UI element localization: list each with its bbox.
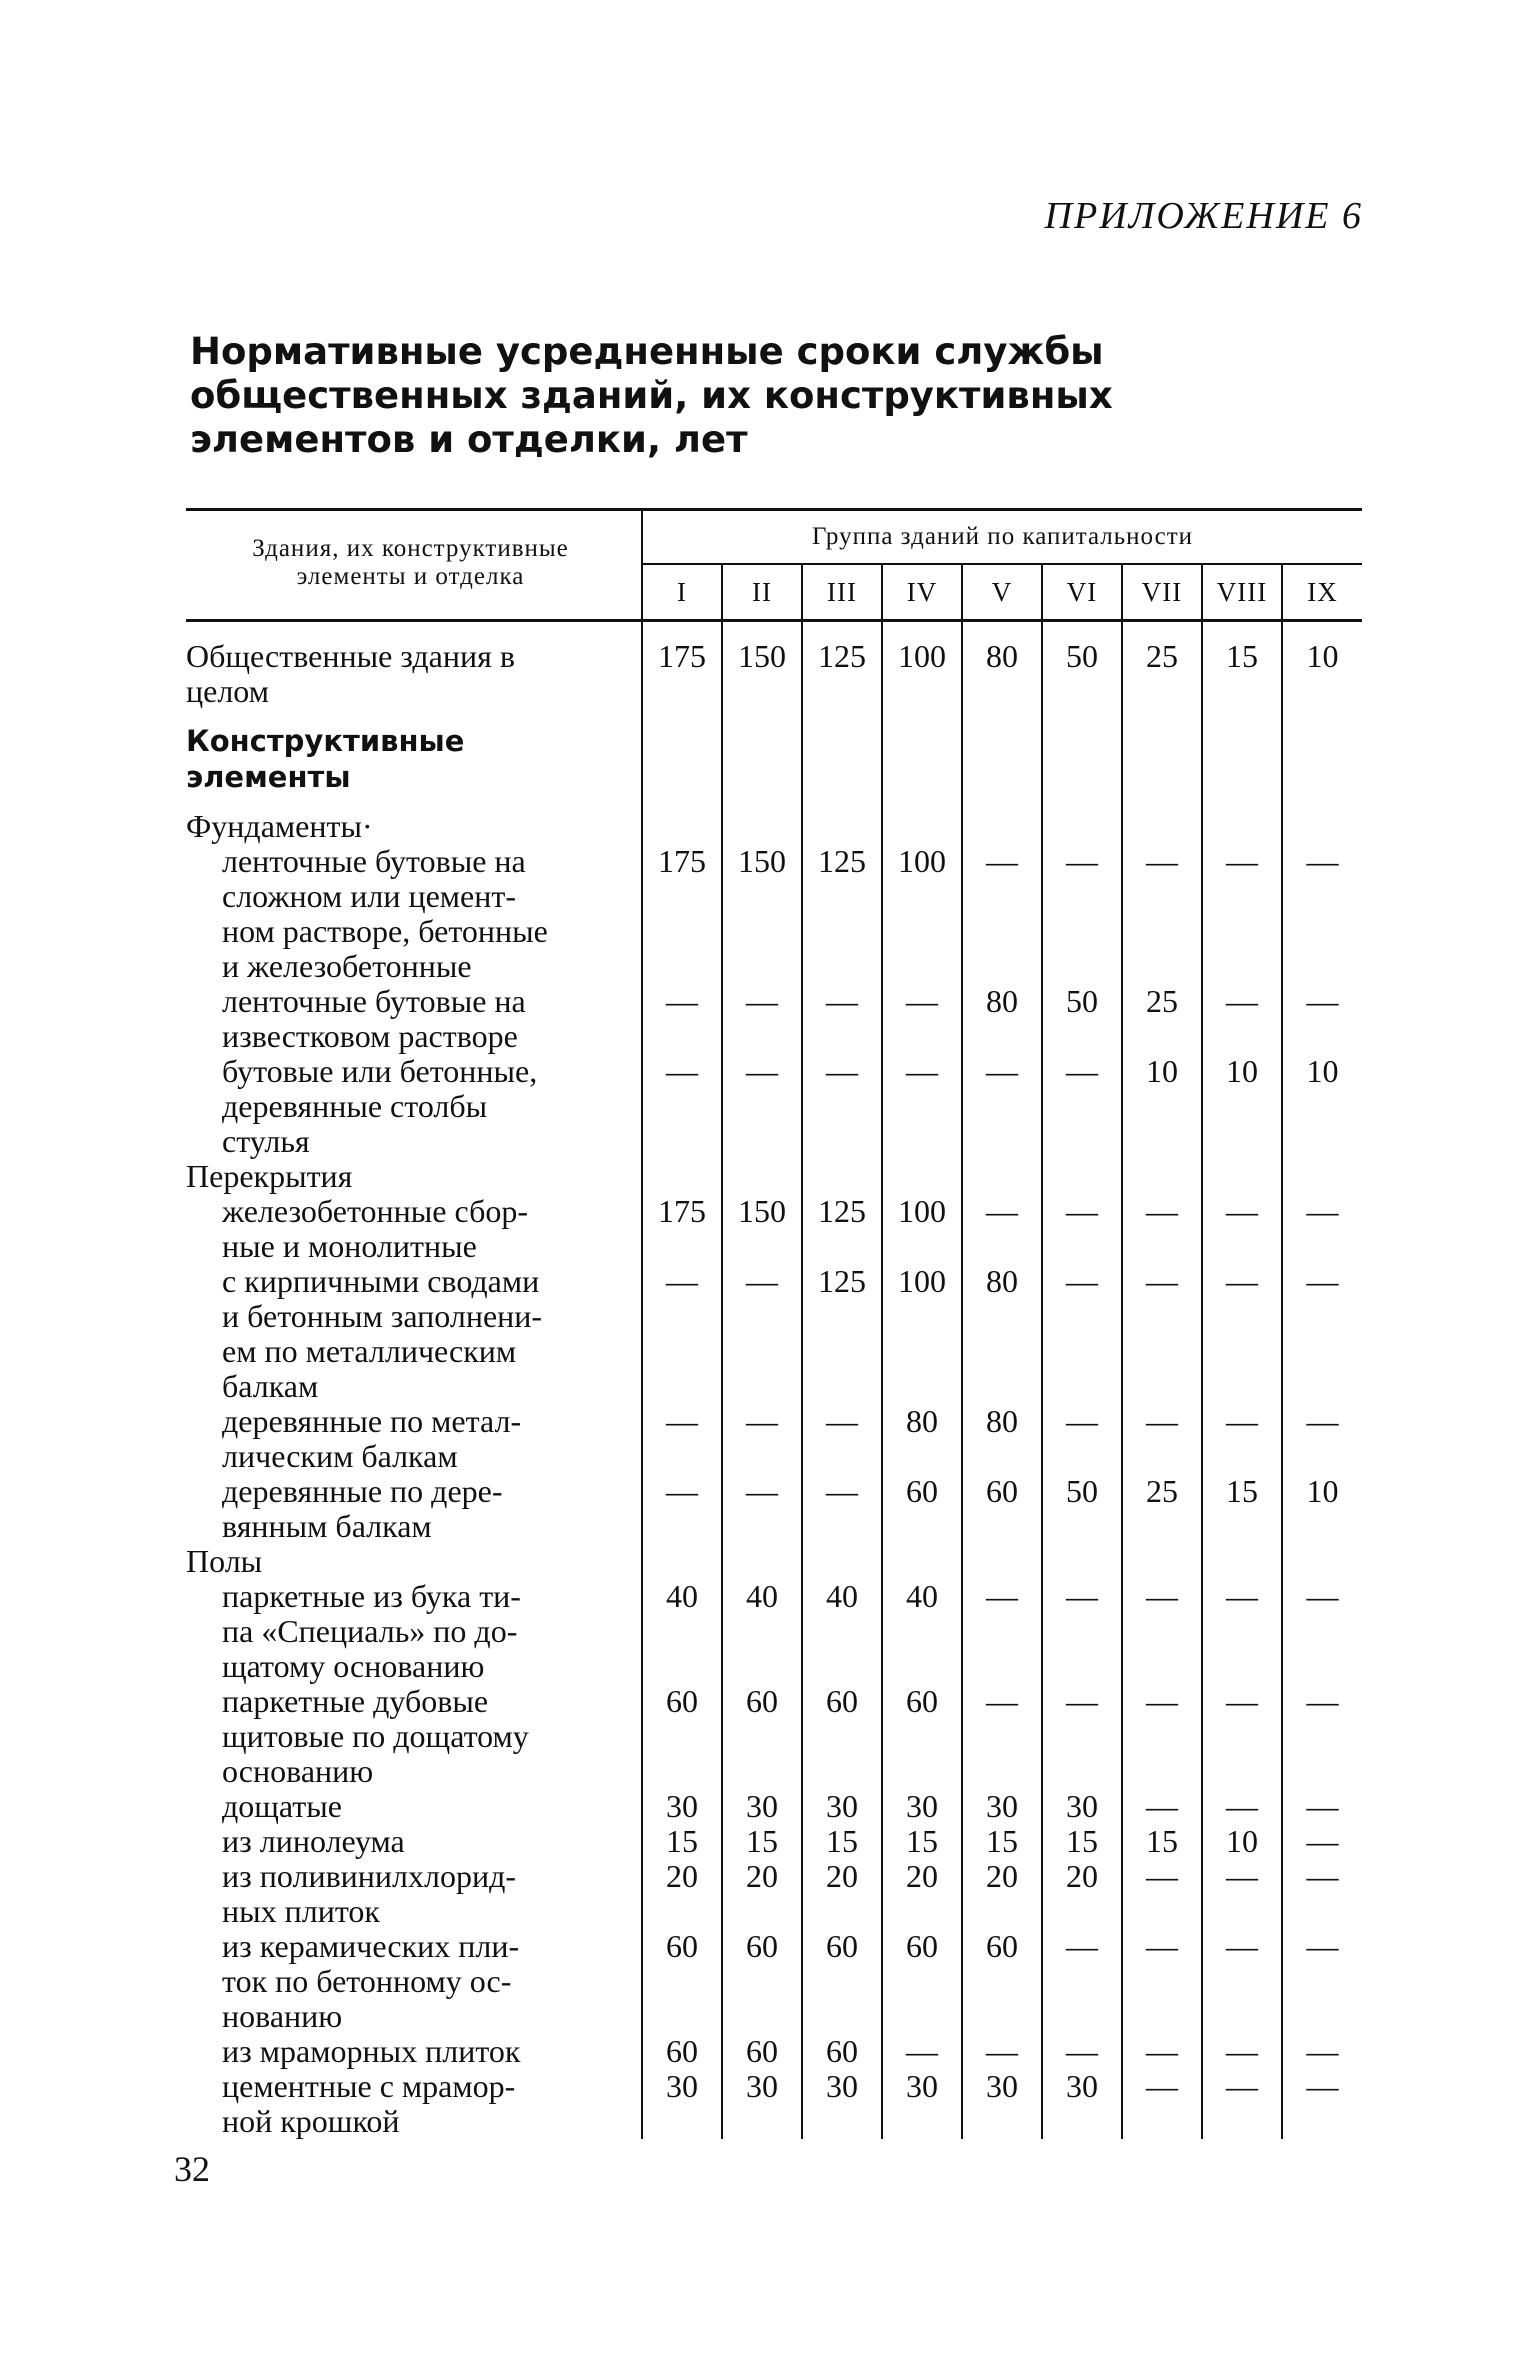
value-cell: — xyxy=(1282,1824,1362,1859)
row-label-line: па «Специаль» по до- xyxy=(222,1612,518,1649)
value-cell: — xyxy=(1122,1789,1202,1824)
table-row xyxy=(186,1404,1362,1474)
value-cell xyxy=(1282,1159,1362,1194)
spacer-cell xyxy=(1042,621,1122,639)
row-label xyxy=(186,1264,642,1404)
value-cell: 15 xyxy=(1042,1824,1122,1859)
value-cell: 30 xyxy=(722,2069,802,2139)
value-cell xyxy=(802,795,882,844)
group-header-cell: VII xyxy=(1122,564,1202,621)
value-cell: — xyxy=(802,1404,882,1474)
value-cell xyxy=(642,1544,722,1579)
group-header-cell: V xyxy=(962,564,1042,621)
table-row xyxy=(186,1789,1362,1824)
row-label-line: целом xyxy=(186,672,269,709)
value-cell: 20 xyxy=(962,1859,1042,1929)
row-label-line: ток по бетонному ос- xyxy=(222,1962,512,1999)
value-cell: — xyxy=(882,2034,962,2069)
value-cell xyxy=(1042,1544,1122,1579)
value-cell: 10 xyxy=(1122,1054,1202,1159)
value-cell: 15 xyxy=(802,1824,882,1859)
group-header-cell: VIII xyxy=(1202,564,1282,621)
value-cell: 30 xyxy=(882,1789,962,1824)
value-cell: — xyxy=(1042,1404,1122,1474)
value-cell: — xyxy=(1282,1404,1362,1474)
value-cell xyxy=(1282,1544,1362,1579)
column-header-label: Здания, их конструктивные элементы и отделка xyxy=(186,510,642,621)
value-cell: — xyxy=(1202,2034,1282,2069)
value-cell: — xyxy=(722,1404,802,1474)
row-label xyxy=(186,2069,642,2139)
value-cell: — xyxy=(1282,1684,1362,1789)
table-row xyxy=(186,1194,1362,1264)
page-number: 32 xyxy=(174,2149,210,2189)
value-cell: — xyxy=(1042,1684,1122,1789)
value-cell: 30 xyxy=(1042,1789,1122,1824)
value-cell: 15 xyxy=(1202,639,1282,709)
value-cell xyxy=(1282,709,1362,795)
value-cell: 50 xyxy=(1042,1474,1122,1544)
group-header-cell: II xyxy=(722,564,802,621)
value-cell xyxy=(1202,1544,1282,1579)
value-cell: 80 xyxy=(962,984,1042,1054)
value-cell xyxy=(882,795,962,844)
row-label-line: нованию xyxy=(222,1997,343,2034)
row-label-line: и бетонным заполнени- xyxy=(222,1297,543,1334)
value-cell: — xyxy=(642,1474,722,1544)
value-cell: 25 xyxy=(1122,1474,1202,1544)
value-cell: 20 xyxy=(802,1859,882,1929)
row-label xyxy=(186,1824,642,1859)
value-cell: 60 xyxy=(802,1684,882,1789)
table-row xyxy=(186,1684,1362,1789)
row-label-line: из мраморных плиток xyxy=(222,2032,521,2069)
value-cell: 60 xyxy=(882,1474,962,1544)
value-cell: 60 xyxy=(722,2034,802,2069)
value-cell: 20 xyxy=(642,1859,722,1929)
row-label-line: деревянные по метал- xyxy=(222,1402,522,1439)
table-row xyxy=(186,1159,1362,1194)
value-cell: 30 xyxy=(962,2069,1042,2139)
table-row xyxy=(186,984,1362,1054)
value-cell: — xyxy=(962,1579,1042,1684)
value-cell: — xyxy=(642,1054,722,1159)
value-cell: 175 xyxy=(642,639,722,709)
title-line: элементов и отделки, лет xyxy=(190,418,748,461)
value-cell xyxy=(642,795,722,844)
row-label-line: щатому основанию xyxy=(222,1647,485,1684)
appendix-label: ПРИЛОЖЕНИЕ 6 xyxy=(1044,195,1363,237)
row-label-line: паркетные дубовые xyxy=(222,1682,489,1719)
value-cell: — xyxy=(1122,1859,1202,1929)
value-cell: — xyxy=(1202,1859,1282,1929)
value-cell: — xyxy=(802,984,882,1054)
value-cell: 60 xyxy=(962,1474,1042,1544)
value-cell: 100 xyxy=(882,639,962,709)
value-cell xyxy=(642,1159,722,1194)
table-row xyxy=(186,709,1362,795)
spacer-cell xyxy=(1282,621,1362,639)
table-row xyxy=(186,639,1362,709)
value-cell xyxy=(1042,709,1122,795)
row-label-line: и железобетонные xyxy=(222,947,472,984)
value-cell xyxy=(722,1159,802,1194)
value-cell: 30 xyxy=(1042,2069,1122,2139)
page-title xyxy=(190,330,1190,462)
table-row xyxy=(186,1054,1362,1159)
value-cell: 100 xyxy=(882,1264,962,1404)
value-cell: — xyxy=(882,1054,962,1159)
table-row xyxy=(186,1264,1362,1404)
value-cell: 40 xyxy=(642,1579,722,1684)
value-cell xyxy=(722,795,802,844)
value-cell: — xyxy=(1202,1264,1282,1404)
value-cell: 30 xyxy=(722,1789,802,1824)
value-cell: 60 xyxy=(882,1929,962,2034)
row-label-line: ном растворе, бетонные xyxy=(222,912,548,949)
value-cell: 125 xyxy=(802,1194,882,1264)
value-cell: — xyxy=(1282,2034,1362,2069)
value-cell: — xyxy=(1122,1684,1202,1789)
table-row xyxy=(186,1544,1362,1579)
row-label-line: основанию xyxy=(222,1752,374,1789)
row-label-line: дощатые xyxy=(222,1787,342,1824)
value-cell: 20 xyxy=(722,1859,802,1929)
row-label xyxy=(186,844,642,984)
row-label xyxy=(186,795,642,844)
value-cell: — xyxy=(1042,1579,1122,1684)
value-cell: — xyxy=(1122,1579,1202,1684)
title-line: Нормативные усредненные сроки службы xyxy=(190,330,1104,373)
value-cell: — xyxy=(1042,1194,1122,1264)
row-label-line: цементные с мрамор- xyxy=(222,2067,516,2104)
value-cell: — xyxy=(1042,1054,1122,1159)
value-cell xyxy=(1122,1544,1202,1579)
spacer-cell xyxy=(1122,621,1202,639)
value-cell: 60 xyxy=(802,2034,882,2069)
value-cell: 30 xyxy=(642,1789,722,1824)
value-cell: — xyxy=(722,1054,802,1159)
row-label-line: Конструктивные xyxy=(186,723,465,758)
value-cell: — xyxy=(1282,1579,1362,1684)
value-cell: — xyxy=(962,1684,1042,1789)
row-label-line: Фундаменты· xyxy=(186,807,373,844)
row-label-line: железобетонные сбор- xyxy=(222,1192,529,1229)
table-body xyxy=(186,621,1362,2139)
row-label-line: бутовые или бетонные, xyxy=(222,1052,538,1089)
value-cell: 60 xyxy=(642,2034,722,2069)
value-cell: 150 xyxy=(722,639,802,709)
value-cell: 30 xyxy=(962,1789,1042,1824)
row-label xyxy=(186,1054,642,1159)
row-label xyxy=(186,984,642,1054)
value-cell: 30 xyxy=(802,2069,882,2139)
service-life-table xyxy=(186,508,1362,2139)
value-cell: 30 xyxy=(642,2069,722,2139)
value-cell: 25 xyxy=(1122,639,1202,709)
value-cell: 25 xyxy=(1122,984,1202,1054)
value-cell: 125 xyxy=(802,639,882,709)
value-cell xyxy=(1202,795,1282,844)
value-cell: — xyxy=(722,984,802,1054)
value-cell: — xyxy=(722,1474,802,1544)
spacer-cell xyxy=(722,621,802,639)
value-cell: — xyxy=(1282,1859,1362,1929)
value-cell: — xyxy=(1202,1194,1282,1264)
value-cell xyxy=(1122,1159,1202,1194)
table-row xyxy=(186,1579,1362,1684)
row-label-line: Перекрытия xyxy=(186,1157,353,1194)
row-label-line: с кирпичными сводами xyxy=(222,1262,540,1299)
value-cell: — xyxy=(1202,2069,1282,2139)
value-cell xyxy=(802,1159,882,1194)
value-cell: — xyxy=(962,1054,1042,1159)
value-cell: — xyxy=(1202,844,1282,984)
value-cell xyxy=(1042,1159,1122,1194)
value-cell xyxy=(722,709,802,795)
row-label-line: ных плиток xyxy=(222,1892,380,1929)
value-cell: 15 xyxy=(642,1824,722,1859)
value-cell: 30 xyxy=(802,1789,882,1824)
value-cell xyxy=(962,709,1042,795)
value-cell: — xyxy=(1282,2069,1362,2139)
value-cell: 10 xyxy=(1202,1824,1282,1859)
value-cell: 10 xyxy=(1282,1474,1362,1544)
row-label xyxy=(186,2034,642,2069)
value-cell: — xyxy=(1042,2034,1122,2069)
spacer-cell xyxy=(962,621,1042,639)
value-cell xyxy=(882,1544,962,1579)
value-cell: 10 xyxy=(1282,1054,1362,1159)
value-cell xyxy=(802,1544,882,1579)
value-cell: — xyxy=(1202,1929,1282,2034)
table-row xyxy=(186,844,1362,984)
value-cell: — xyxy=(962,1194,1042,1264)
value-cell: — xyxy=(1122,1404,1202,1474)
spacer-cell xyxy=(802,621,882,639)
spacer-cell xyxy=(1202,621,1282,639)
spacer-cell xyxy=(186,621,642,639)
value-cell: 60 xyxy=(882,1684,962,1789)
row-label-line: ем по металлическим xyxy=(222,1332,517,1369)
group-header-cell: VI xyxy=(1042,564,1122,621)
value-cell xyxy=(1042,795,1122,844)
value-cell: — xyxy=(1282,1264,1362,1404)
table-row xyxy=(186,1859,1362,1929)
value-cell xyxy=(1282,795,1362,844)
value-cell: 40 xyxy=(882,1579,962,1684)
value-cell: 20 xyxy=(882,1859,962,1929)
column-header-group: Группа зданий по капитальности xyxy=(642,510,1362,565)
row-label xyxy=(186,1159,642,1194)
value-cell: — xyxy=(1282,844,1362,984)
row-label-line: из линолеума xyxy=(222,1822,405,1859)
value-cell: 60 xyxy=(962,1929,1042,2034)
value-cell: — xyxy=(1122,2034,1202,2069)
row-label xyxy=(186,1194,642,1264)
value-cell xyxy=(962,795,1042,844)
row-label-line: известковом растворе xyxy=(222,1017,518,1054)
value-cell: — xyxy=(1202,1684,1282,1789)
value-cell: — xyxy=(1202,984,1282,1054)
value-cell: — xyxy=(802,1474,882,1544)
row-label-line: ленточные бутовые на xyxy=(222,842,526,879)
row-label-line: ные и монолитные xyxy=(222,1227,477,1264)
value-cell: 15 xyxy=(1202,1474,1282,1544)
value-cell: 150 xyxy=(722,844,802,984)
row-label xyxy=(186,1929,642,2034)
row-label-line: ной крошкой xyxy=(222,2102,400,2139)
value-cell: — xyxy=(962,2034,1042,2069)
value-cell: 10 xyxy=(1202,1054,1282,1159)
value-cell: 60 xyxy=(722,1684,802,1789)
value-cell: 80 xyxy=(962,1264,1042,1404)
value-cell: 15 xyxy=(722,1824,802,1859)
value-cell: — xyxy=(802,1054,882,1159)
value-cell: 125 xyxy=(802,1264,882,1404)
row-label xyxy=(186,709,642,795)
value-cell: — xyxy=(1202,1579,1282,1684)
value-cell xyxy=(962,1159,1042,1194)
row-label-line: Общественные здания в xyxy=(186,637,515,674)
value-cell: 60 xyxy=(802,1929,882,2034)
value-cell: 15 xyxy=(882,1824,962,1859)
group-header-cell: IX xyxy=(1282,564,1362,621)
table-row xyxy=(186,1929,1362,2034)
value-cell: 125 xyxy=(802,844,882,984)
title-line: общественных зданий, их конструктивных xyxy=(190,374,1113,417)
row-label-line: Полы xyxy=(186,1542,263,1579)
value-cell: 60 xyxy=(642,1929,722,2034)
row-label-line: балкам xyxy=(222,1367,319,1404)
value-cell: — xyxy=(1122,1194,1202,1264)
value-cell xyxy=(642,709,722,795)
value-cell: 60 xyxy=(722,1929,802,2034)
row-label xyxy=(186,1859,642,1929)
value-cell: 150 xyxy=(722,1194,802,1264)
value-cell: 15 xyxy=(1122,1824,1202,1859)
value-cell xyxy=(1122,709,1202,795)
table-row xyxy=(186,1474,1362,1544)
group-header-cell: III xyxy=(802,564,882,621)
value-cell xyxy=(1122,795,1202,844)
value-cell: — xyxy=(642,1264,722,1404)
value-cell: 80 xyxy=(962,1404,1042,1474)
spacer-row xyxy=(186,621,1362,639)
value-cell: 15 xyxy=(962,1824,1042,1859)
row-label xyxy=(186,1789,642,1824)
value-cell: 60 xyxy=(642,1684,722,1789)
row-label xyxy=(186,1404,642,1474)
value-cell: 80 xyxy=(882,1404,962,1474)
table-row xyxy=(186,795,1362,844)
value-cell xyxy=(882,1159,962,1194)
value-cell: 80 xyxy=(962,639,1042,709)
value-cell xyxy=(802,709,882,795)
row-label-line: стулья xyxy=(222,1122,310,1159)
group-header-cell: IV xyxy=(882,564,962,621)
value-cell: — xyxy=(1042,1264,1122,1404)
value-cell: 30 xyxy=(882,2069,962,2139)
row-label-line: вянным балкам xyxy=(222,1507,432,1544)
value-cell xyxy=(722,1544,802,1579)
value-cell: — xyxy=(1042,844,1122,984)
row-label-line: из керамических пли- xyxy=(222,1927,520,1964)
spacer-cell xyxy=(642,621,722,639)
row-label-line: деревянные столбы xyxy=(222,1087,488,1124)
value-cell xyxy=(1202,1159,1282,1194)
value-cell: — xyxy=(1122,1929,1202,2034)
row-label xyxy=(186,639,642,709)
row-label-line: из поливинилхлорид- xyxy=(222,1857,517,1894)
row-label-line: паркетные из бука ти- xyxy=(222,1577,521,1614)
spacer-cell xyxy=(882,621,962,639)
value-cell xyxy=(962,1544,1042,1579)
value-cell xyxy=(882,709,962,795)
value-cell: — xyxy=(1282,1194,1362,1264)
value-cell: — xyxy=(1202,1789,1282,1824)
row-label-line: элементы xyxy=(186,759,351,794)
row-label-line: деревянные по дере- xyxy=(222,1472,503,1509)
value-cell: 40 xyxy=(722,1579,802,1684)
group-header-cell: I xyxy=(642,564,722,621)
value-cell xyxy=(1202,709,1282,795)
value-cell: — xyxy=(1282,1789,1362,1824)
row-label-line: щитовые по дощатому xyxy=(222,1717,529,1754)
value-cell: — xyxy=(1282,984,1362,1054)
row-label xyxy=(186,1684,642,1789)
value-cell: 20 xyxy=(1042,1859,1122,1929)
table-row xyxy=(186,2034,1362,2069)
row-label xyxy=(186,1544,642,1579)
row-label xyxy=(186,1579,642,1684)
row-label-line: лическим балкам xyxy=(222,1437,458,1474)
value-cell: 175 xyxy=(642,844,722,984)
value-cell: 50 xyxy=(1042,984,1122,1054)
value-cell: 50 xyxy=(1042,639,1122,709)
value-cell: 40 xyxy=(802,1579,882,1684)
value-cell: — xyxy=(1282,1929,1362,2034)
value-cell: — xyxy=(1122,844,1202,984)
value-cell: 100 xyxy=(882,844,962,984)
value-cell: — xyxy=(642,1404,722,1474)
value-cell: 10 xyxy=(1282,639,1362,709)
value-cell: — xyxy=(1042,1929,1122,2034)
value-cell: 100 xyxy=(882,1194,962,1264)
table-row xyxy=(186,1824,1362,1859)
value-cell: — xyxy=(962,844,1042,984)
value-cell: — xyxy=(882,984,962,1054)
value-cell: — xyxy=(722,1264,802,1404)
value-cell: — xyxy=(1122,2069,1202,2139)
value-cell: — xyxy=(642,984,722,1054)
row-label-line: ленточные бутовые на xyxy=(222,982,526,1019)
row-label xyxy=(186,1474,642,1544)
row-label-line: сложном или цемент- xyxy=(222,877,517,914)
value-cell: — xyxy=(1122,1264,1202,1404)
value-cell: 175 xyxy=(642,1194,722,1264)
value-cell: — xyxy=(1202,1404,1282,1474)
table-row xyxy=(186,2069,1362,2139)
